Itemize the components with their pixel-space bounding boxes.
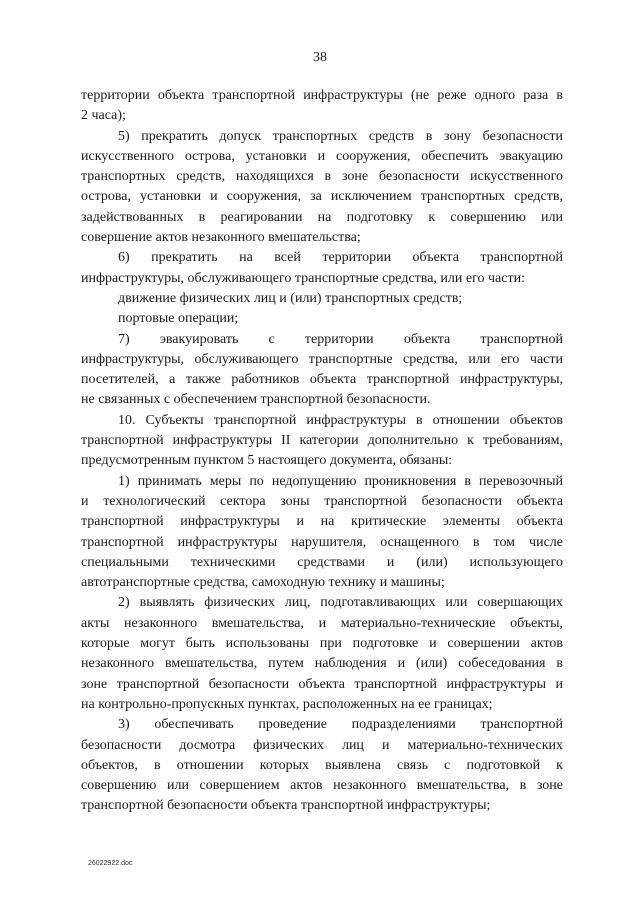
text-line: транспортной инфраструктуры нарушителя, оснащенного в том числе [81,534,563,550]
text-line: транспортной инфраструктуры II категории дополнительно к требованиям, [81,433,563,449]
text-line: 5) прекратить допуск транспортных средств в зону безопасности [118,128,563,144]
text-line: транспортной безопасности объекта транспортной инфраструктуры; [81,798,491,814]
text-line: предусмотренным пунктом 5 настоящего документа, обязаны: [81,453,453,469]
text-line: транспортных средств, находящихся в зоне безопасности искусственного [81,169,563,185]
text-line: посетителей, а также работников объекта транспортной инфраструктуры, [81,372,563,388]
text-line: автотранспортные средства, самоходную технику и машины; [81,575,445,591]
text-line: 3) обеспечивать проведение подразделениями транспортной [118,717,563,733]
text-line: незаконного вмешательства, путем наблюдения и (или) собеседования в [81,656,563,672]
text-line: безопасности досмотра физических лиц и материально-технических [81,737,563,753]
text-line: искусственного острова, установки и сооружения, обеспечить эвакуацию [81,148,563,164]
text-line: 6) прекратить на всей территории объекта транспортной [118,250,563,266]
text-line: острова, установки и сооружения, за исключением транспортных средств, [81,189,563,205]
footer-filename: 26022922.doc [88,860,133,867]
text-line: инфраструктуры, обслуживающего транспортные средства, или его части: [81,270,525,286]
text-line: совершение актов незаконного вмешательства; [81,230,361,246]
text-line: портовые операции; [118,311,239,327]
text-line: инфраструктуры, обслуживающего транспортные средства, или его части [81,351,563,367]
text-line: и технологический сектора зоны транспортной безопасности объекта [81,493,563,509]
page-number: 38 [313,50,327,65]
text-line: движение физических лиц и (или) транспортных средств; [118,290,463,306]
text-line: совершению или совершением актов незаконного вмешательства, в зоне [81,778,563,794]
text-line: специальными техническими средствами и (или) использующего [81,554,563,570]
text-line: транспортной инфраструктуры и на критические элементы объекта [81,514,563,530]
text-line: объектов, в отношении которых выявлена связь с подготовкой к [81,757,563,773]
text-line: акты незаконного вмешательства, и материально-технические объекты, [81,615,563,631]
text-line: которые могут быть использованы при подготовке и совершении актов [81,636,563,652]
text-line: не связанных с обеспечением транспортной безопасности. [81,392,431,408]
text-line: 1) принимать меры по недопущению проникновения в перевозочный [118,473,563,489]
text-line: 7) эвакуировать с территории объекта транспортной [118,331,563,347]
text-line: 10. Субъекты транспортной инфраструктуры в отношении объектов [118,412,563,428]
text-line: 2) выявлять физических лиц, подготавливающих или совершающих [118,595,563,611]
text-line: на контрольно-пропускных пунктах, расположенных на ее границах; [81,696,493,712]
text-line: зоне транспортной безопасности объекта транспортной инфраструктуры и [81,676,563,692]
text-line: задействованных в реагировании на подготовку к совершению или [81,209,563,225]
document-body [81,86,563,817]
text-line: территории объекта транспортной инфраструктуры (не реже одного раза в [81,88,563,103]
text-line: 2 часа); [81,108,126,124]
